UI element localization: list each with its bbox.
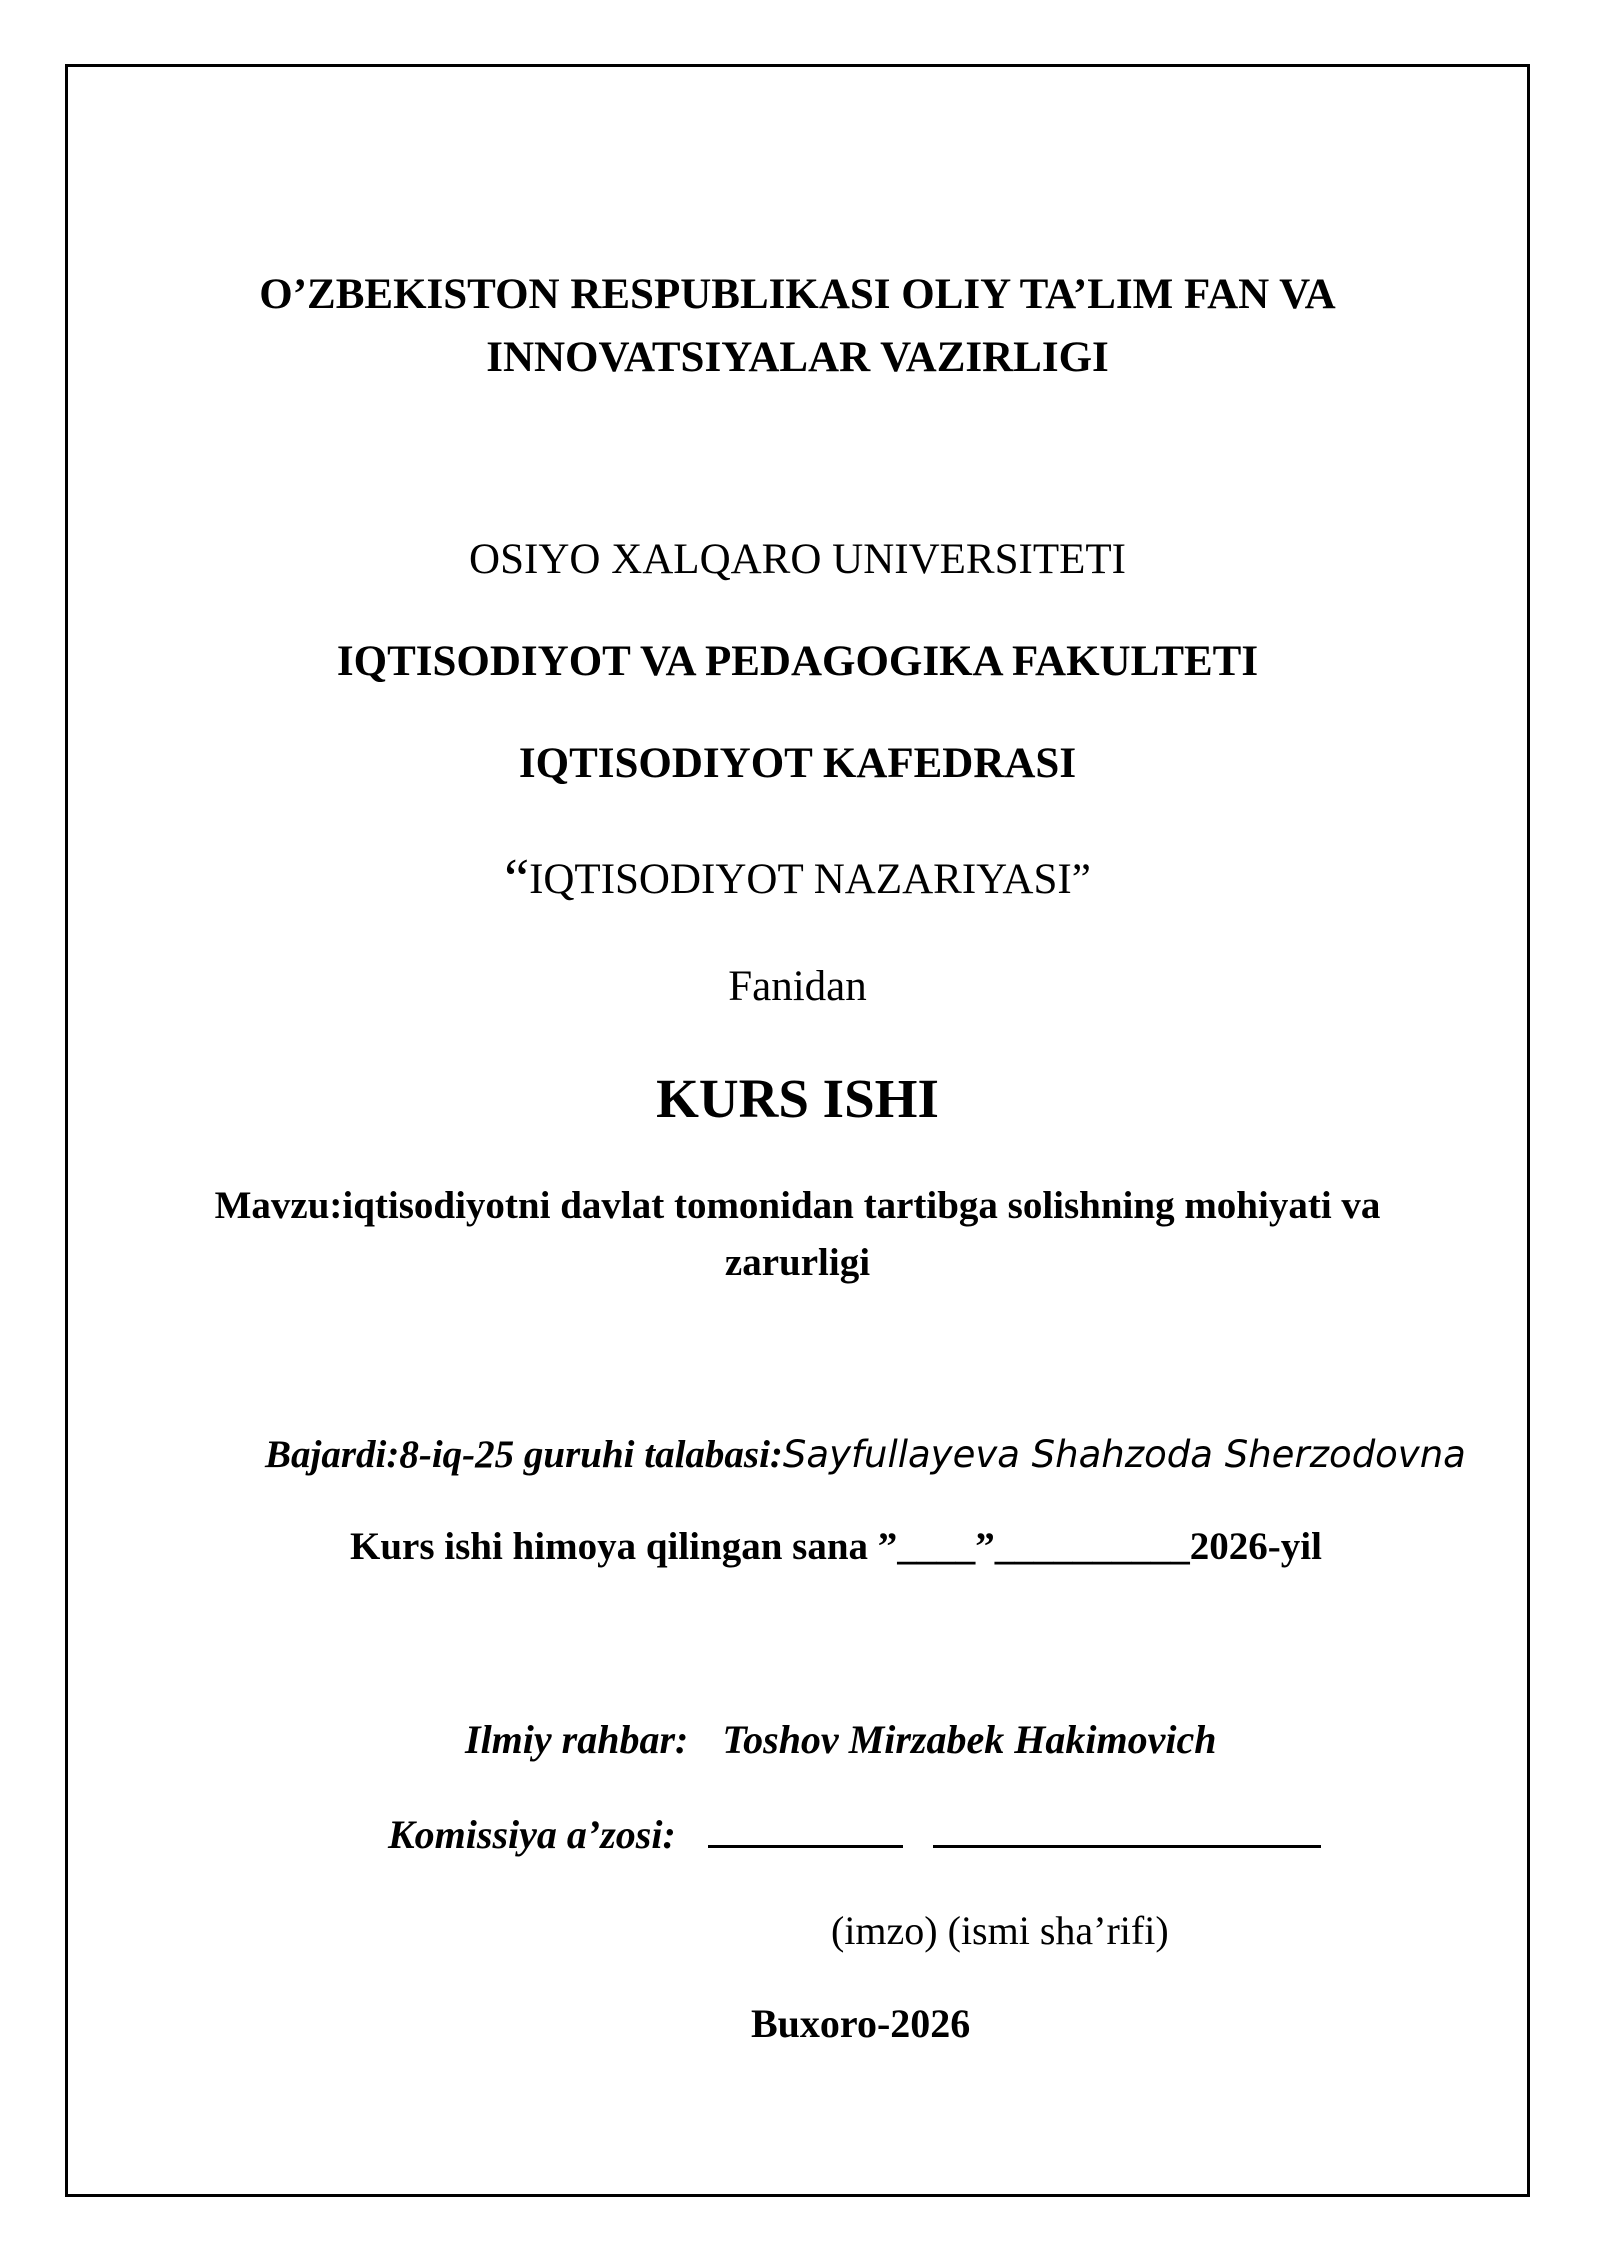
commission-caption: (imzo) (ismi sha’rifi) — [831, 1908, 1169, 1953]
department-name: IQTISODIYOT KAFEDRASI — [518, 740, 1077, 787]
subject-suffix: Fanidan — [728, 963, 867, 1010]
signature-blank — [708, 1807, 903, 1848]
topic-line1: Mavzu:iqtisodiyotni davlat tomonidan tartibga solishning mohiyati va — [214, 1184, 1381, 1227]
work-type-title: KURS ISHI — [656, 1068, 939, 1129]
city-year: Buxoro-2026 — [751, 2001, 971, 2046]
commission-label: Komissiya a’zosi: — [388, 1812, 676, 1857]
student-label: Bajardi:8-iq-25 guruhi talabasi: — [265, 1433, 783, 1476]
subject-title — [68, 849, 1527, 910]
student-name: Sayfullayeva Shahzoda Sherzodovna — [782, 1433, 1466, 1476]
defense-date: Kurs ishi himoya qilingan sana ”____”__________2026-yil — [350, 1525, 1322, 1568]
faculty-name: IQTISODIYOT VA PEDAGOGIKA FAKULTETI — [336, 638, 1259, 685]
ministry-title-line1: O’ZBEKISTON RESPUBLIKASI OLIY TA’LIM FAN VA — [259, 271, 1336, 318]
subject-name: IQTISODIYOT NAZARIYASI” — [529, 856, 1091, 903]
ministry-title-line2: INNOVATSIYALAR VAZIRLIGI — [486, 334, 1109, 381]
subject-open-quote: “ — [504, 848, 530, 910]
supervisor-info — [68, 1712, 1600, 1768]
topic — [68, 1177, 1527, 1291]
commission-info — [68, 1807, 1600, 1863]
topic-line2: zarurligi — [724, 1241, 871, 1284]
page-border — [65, 64, 1530, 2197]
supervisor-name: Toshov Mirzabek Hakimovich — [722, 1717, 1217, 1762]
fullname-blank — [933, 1807, 1321, 1848]
supervisor-label: Ilmiy rahbar: — [465, 1717, 689, 1762]
university-name: OSIYO XALQARO UNIVERSITETI — [469, 536, 1126, 583]
student-info — [68, 1427, 1600, 1483]
ministry-title — [68, 263, 1527, 389]
